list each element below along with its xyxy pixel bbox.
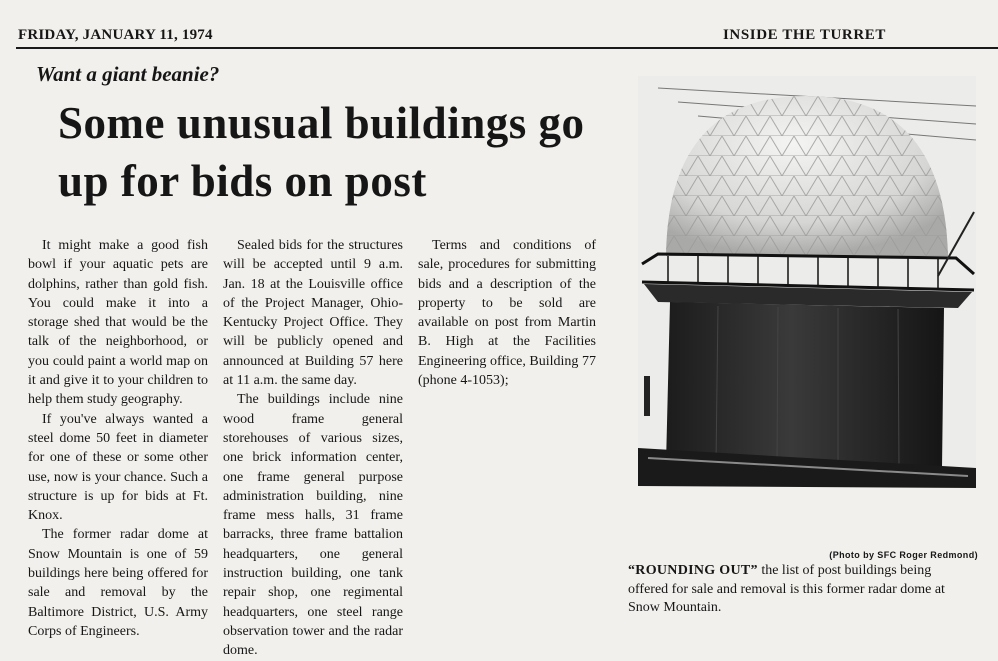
article-column-1 — [28, 236, 208, 641]
article-paragraph: Terms and conditions of sale, procedures for submitting bids and a description of the property to be sold are available on post from Martin B. High at the Facilities Engineering office, Building 77 (phone 4-1053); — [418, 238, 596, 389]
article-kicker: Want a giant beanie? — [36, 62, 220, 86]
caption-text: the list of post buildings being offered for sale and removal is this former radar dome at Snow Mountain. — [628, 563, 945, 615]
photo-credit: (Photo by SFC Roger Redmond) — [829, 550, 978, 560]
article-headline: Some unusual buildings go up for bids on post — [58, 98, 585, 206]
article-column-2 — [223, 236, 403, 661]
article-paragraph: It might make a good fish bowl if your aquatic pets are dolphins, rather than gold fish. You could make it into a storage shed that would be the talk of the neighborhood, or you could paint a world map on it and give it to your children to help them study geography. — [28, 238, 208, 408]
caption-lead: “ROUNDING OUT” — [628, 563, 758, 578]
photo-caption — [628, 562, 968, 618]
article-column-3 — [418, 236, 596, 390]
header-rule — [16, 47, 998, 49]
section-title: INSIDE THE TURRET — [722, 27, 886, 43]
article-paragraph: Sealed bids for the structures will be accepted until 9 a.m. Jan. 18 at the Louisville office of the Project Manager, Ohio-Kentucky Project Office. They will be publicly opened and announced at Building 57 here at 11 a.m. the same day. — [223, 238, 403, 389]
article-paragraph: The former radar dome at Snow Mountain is one of 59 buildings here being offered for sale and removal by the Baltimore District, U.S. Army Corps of Engineers. — [28, 527, 208, 639]
article-paragraph: If you've always wanted a steel dome 50 feet in diameter for one of these or some other use, now is your chance. Such a structure is up for bids at Ft. Knox. — [28, 411, 208, 524]
radar-dome-illustration — [638, 76, 976, 500]
radar-dome-photo — [638, 76, 976, 500]
issue-date: FRIDAY, JANUARY 11, 1974 — [18, 27, 213, 43]
article-paragraph: The buildings include nine wood frame general storehouses of various sizes, one brick information center, one frame general purpose administration building, nine frame mess halls, 31 frame barracks, three frame battalion headquarters, one general instruction building, one tank repair shop, one regimental headquarters, one steel range observation tower and the radar dome. — [223, 392, 403, 659]
